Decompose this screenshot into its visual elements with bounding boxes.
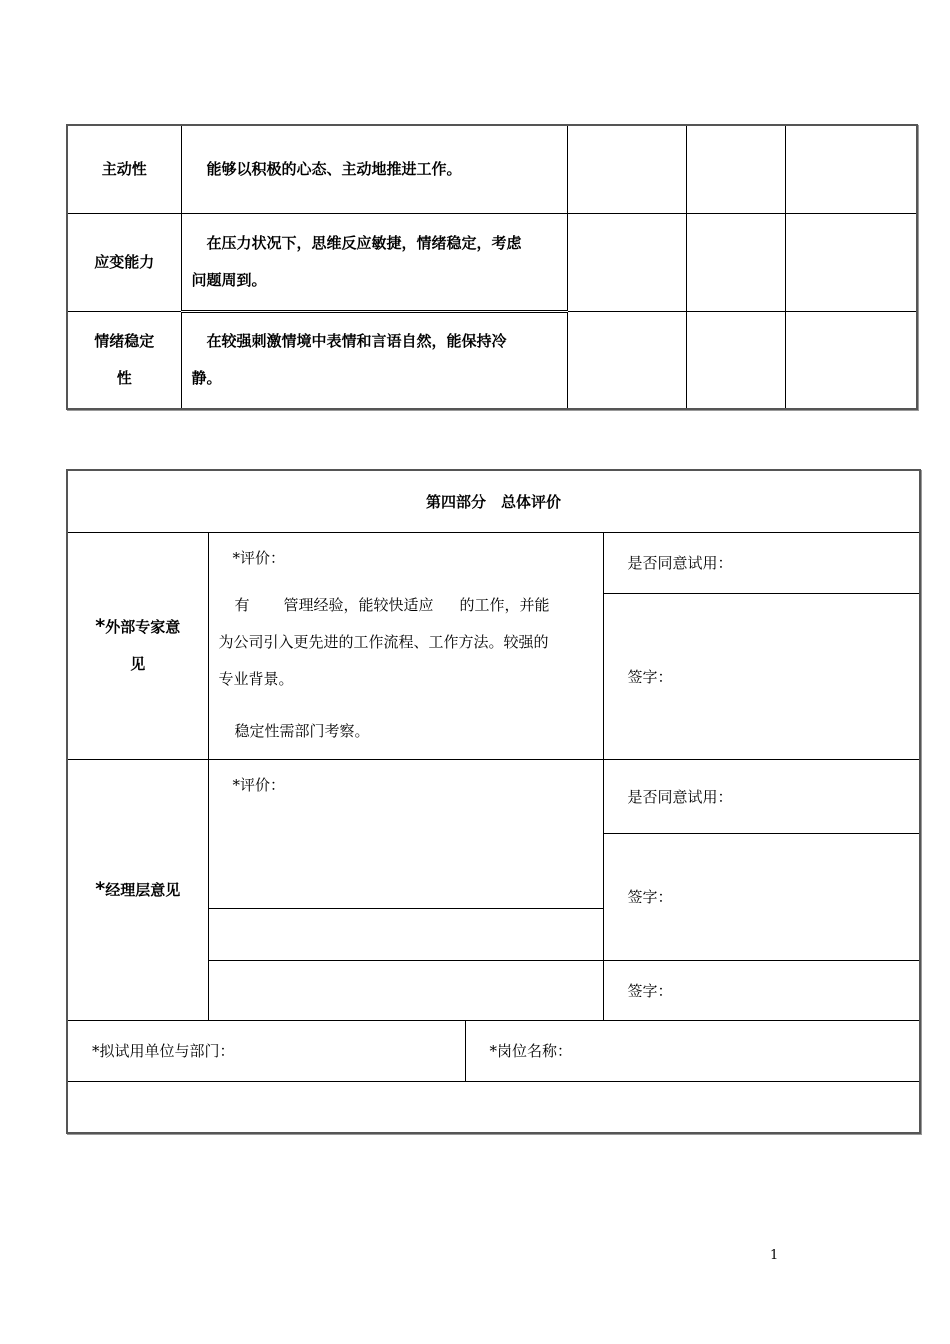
table-row xyxy=(67,125,917,213)
criterion-adaptability: 应变能力 xyxy=(67,213,181,311)
section-title: 第四部分 总体评价 xyxy=(67,470,920,532)
criterion-emotional-stability: 情绪稳定 性 xyxy=(67,311,181,409)
criterion-initiative: 主动性 xyxy=(67,125,181,213)
blank-field[interactable] xyxy=(67,1081,920,1133)
table-row xyxy=(67,759,920,833)
position-name-field[interactable]: *岗位名称： xyxy=(465,1020,920,1081)
score-cell xyxy=(686,311,785,409)
external-evaluation: *评价： 有 管理经验，能较快适应 的工作，并能 为公司引入更先进的工作流程、工作方法。较强的 专业背景。 稳定性需部门考察。 xyxy=(208,532,603,759)
table-row xyxy=(67,1081,920,1133)
external-agree-label: 是否同意试用： xyxy=(603,532,920,593)
description-initiative: 能够以积极的心态、主动地推进工作。 xyxy=(181,125,567,213)
score-cell xyxy=(567,311,686,409)
score-cell xyxy=(785,125,917,213)
external-evaluation-text: 有 管理经验，能较快适应 的工作，并能 为公司引入更先进的工作流程、工作方法。较强的 专业背景。 xyxy=(218,595,550,688)
table-row xyxy=(67,532,920,593)
manager-signature-field[interactable]: 签字： xyxy=(603,833,920,960)
table-row xyxy=(67,470,920,532)
score-cell xyxy=(785,213,917,311)
manager-signature-field-2[interactable]: 签字： xyxy=(603,960,920,1020)
manager-evaluation-field[interactable]: *评价： xyxy=(208,759,603,908)
blank-field[interactable] xyxy=(208,960,603,1020)
blank-field[interactable] xyxy=(208,908,603,960)
competency-table xyxy=(66,124,918,410)
external-signature-field[interactable]: 签字： xyxy=(603,593,920,759)
score-cell xyxy=(785,311,917,409)
score-cell xyxy=(567,125,686,213)
score-cell xyxy=(686,213,785,311)
manager-agree-label: 是否同意试用： xyxy=(603,759,920,833)
manager-label: *经理层意见 xyxy=(67,759,208,1020)
page-number: 1 xyxy=(770,1248,779,1263)
description-emotional-stability: 在较强刺激情境中表情和言语自然，能保持冷 静。 xyxy=(181,311,567,409)
external-expert-label: *外部专家意 见 xyxy=(67,532,208,759)
score-cell xyxy=(686,125,785,213)
table-row xyxy=(67,213,917,311)
table-row xyxy=(67,1020,920,1081)
overall-evaluation-table xyxy=(66,469,921,1134)
table-row xyxy=(67,311,917,409)
score-cell xyxy=(567,213,686,311)
unit-department-field[interactable]: *拟试用单位与部门： xyxy=(67,1020,465,1081)
description-adaptability: 在压力状况下，思维反应敏捷，情绪稳定，考虑 问题周到。 xyxy=(181,213,567,311)
